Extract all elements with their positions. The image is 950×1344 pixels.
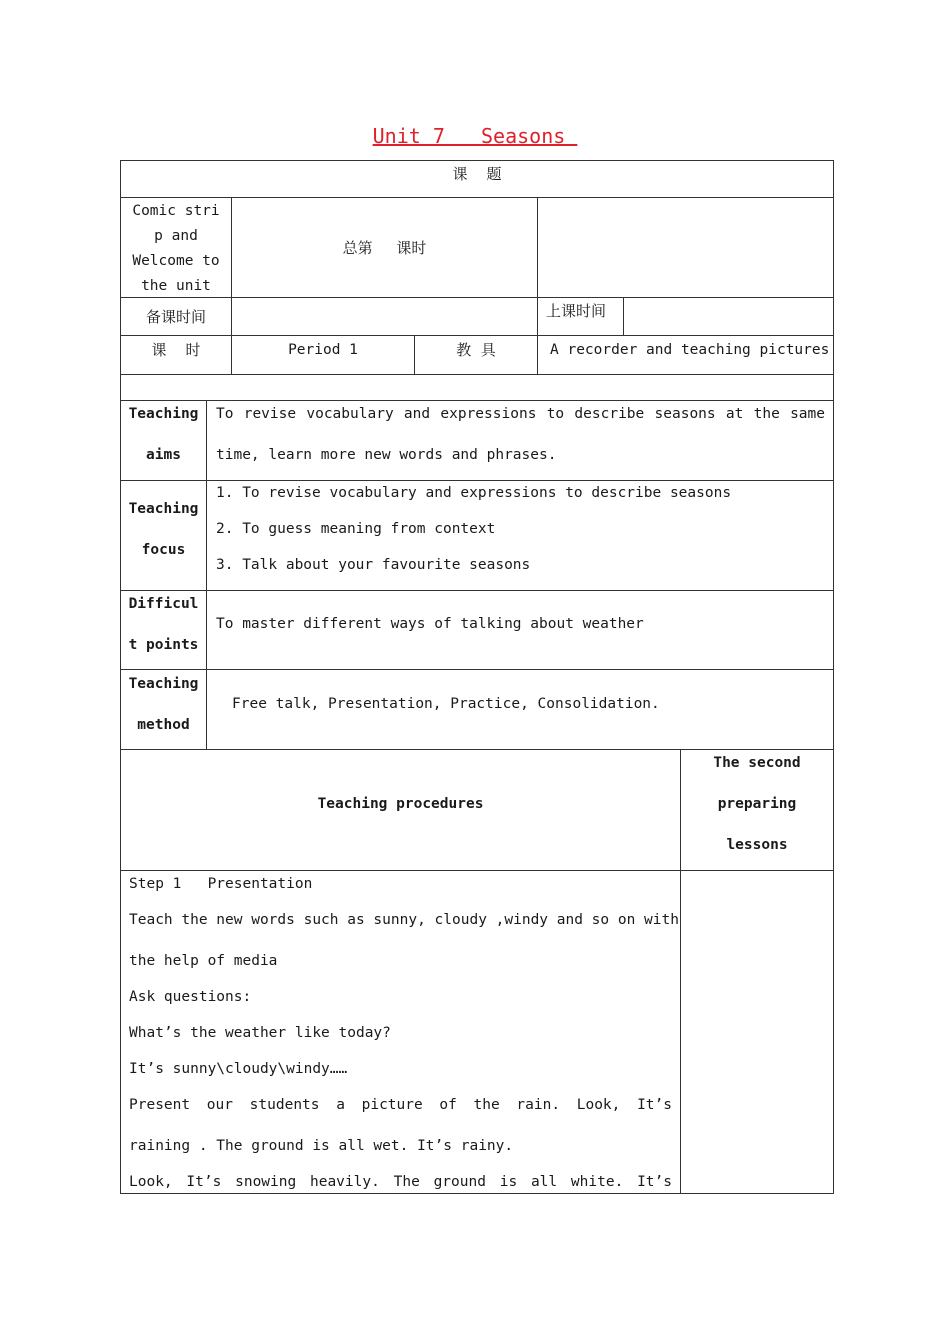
procedure-line: Ask questions: — [129, 989, 252, 1005]
focus-label: focus — [141, 542, 186, 558]
procedure-line: Step 1 Presentation — [129, 876, 313, 892]
aims-label: Teaching — [128, 406, 199, 422]
rule — [120, 197, 834, 198]
difficult-label: Difficul — [128, 596, 199, 612]
rule — [120, 400, 834, 401]
aims-text: time, learn more new words and phrases. — [216, 447, 557, 463]
second-prep-heading: preparing — [717, 796, 797, 812]
rule — [206, 400, 207, 749]
class-time-value[interactable] — [624, 302, 832, 332]
aims-text: To revise vocabulary and expressions to describe seasons at the same — [216, 406, 825, 422]
period-label: 课 时 — [151, 341, 201, 359]
aids-value: A recorder and teaching pictures — [550, 342, 830, 358]
prep-time-label: 备课时间 — [145, 308, 206, 326]
focus-item: 1. To revise vocabulary and expressions to describe seasons — [216, 485, 732, 501]
rule — [120, 669, 834, 670]
procedure-line: the help of media — [129, 953, 278, 969]
procedure-line: Present our students a picture of the rain. Look, It’s — [129, 1097, 672, 1113]
focus-label: Teaching — [128, 501, 199, 517]
second-prep-heading: lessons — [726, 837, 788, 853]
method-text: Free talk, Presentation, Practice, Consolidation. — [232, 696, 660, 712]
class-time-label: 上课时间 — [546, 302, 607, 320]
rule — [680, 749, 681, 1194]
rule — [120, 480, 834, 481]
aims-label: aims — [146, 447, 181, 463]
procedure-line: It’s sunny\cloudy\windy…… — [129, 1061, 348, 1077]
rule — [120, 335, 834, 336]
aids-label: 教 具 — [456, 341, 496, 359]
rule — [120, 749, 834, 750]
rule — [120, 374, 834, 375]
lesson-name-line: p and — [154, 228, 198, 244]
prep-time-value[interactable] — [232, 302, 537, 332]
procedure-line: Look, It’s snowing heavily. The ground is all white. It’s — [129, 1174, 672, 1190]
period-total: 总第 课时 — [342, 239, 427, 257]
rule — [120, 297, 834, 298]
lesson-name-line: Welcome to — [132, 253, 220, 269]
topic-label: 课 题 — [452, 165, 502, 183]
rule — [120, 590, 834, 591]
difficult-label: t points — [128, 637, 199, 653]
rule — [537, 197, 538, 374]
difficult-text: To master different ways of talking about weather — [216, 616, 644, 632]
second-prep-heading: The second — [713, 755, 801, 771]
period-value: Period 1 — [288, 342, 358, 358]
focus-item: 3. Talk about your favourite seasons — [216, 557, 531, 573]
page-title: Unit 7 Seasons — [372, 124, 578, 148]
rule — [120, 870, 834, 871]
procedure-line: What’s the weather like today? — [129, 1025, 391, 1041]
procedure-line: Teach the new words such as sunny, cloudy ,windy and so on with — [129, 912, 679, 928]
focus-item: 2. To guess meaning from context — [216, 521, 496, 537]
method-label: Teaching — [128, 676, 199, 692]
method-label: method — [137, 717, 190, 733]
procedure-line: raining . The ground is all wet. It’s rainy. — [129, 1138, 514, 1154]
procedures-heading: Teaching procedures — [317, 796, 484, 812]
lesson-name-line: Comic stri — [132, 203, 220, 219]
lesson-name-line: the unit — [141, 278, 211, 294]
